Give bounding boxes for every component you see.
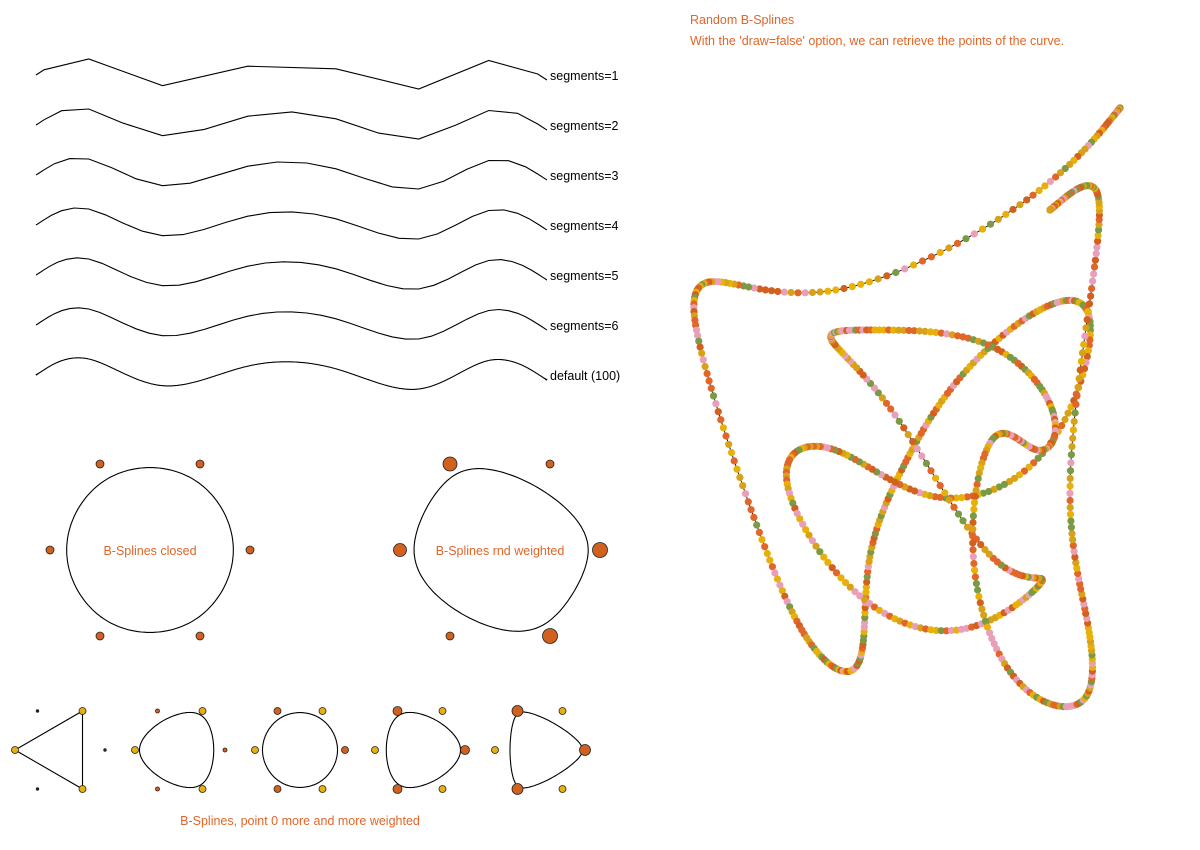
weighted-point-series [12,706,591,795]
random-spline-point [768,287,775,294]
random-spline-point [1058,422,1065,429]
random-spline-point [1065,410,1072,417]
random-spline-point [722,432,729,439]
random-spline-point [1068,524,1075,531]
random-spline-point [1067,467,1074,474]
random-spline-point [1067,497,1074,504]
weighted-example-point [492,747,499,754]
random-spline-point [758,536,765,543]
random-spline-point [710,392,717,399]
weighted-spline-label: B-Splines rnd weighted [435,544,565,558]
closed-control-point [246,546,254,554]
random-spline-point [959,517,966,524]
random-spline-point [697,344,704,351]
weighted-example-point [439,708,446,715]
segments-curve-1 [36,59,547,89]
random-splines-title: Random B-Splines [690,13,795,27]
weighted-control-point [446,632,454,640]
random-spline-point [1084,316,1091,323]
random-spline-point [970,506,977,513]
random-spline-point [950,504,957,511]
random-spline-point [1077,366,1084,373]
random-spline-point [802,289,809,296]
random-spline-point [866,278,873,285]
random-spline [690,104,1123,710]
random-spline-point [1093,250,1100,257]
segments-curve-7 [36,358,547,390]
random-spline-point [937,482,944,489]
closed-control-point [96,460,104,468]
random-spline-point [708,385,715,392]
random-spline-point [945,244,952,251]
segments-label-6: segments=6 [550,319,619,333]
weighted-example-point [461,746,470,755]
random-spline-point [928,253,935,260]
random-spline-point [969,519,976,526]
weighted-example-2 [132,708,228,793]
weighted-example-point [156,709,160,713]
random-spline-point [794,289,801,296]
random-spline-point [892,269,899,276]
random-spline-point [840,285,847,292]
random-spline-point [1073,392,1080,399]
weighted-example-point [79,786,86,793]
random-spline-point [1002,211,1009,218]
closed-spline-example [46,460,254,640]
random-spline-point [883,272,890,279]
random-spline-point [1029,192,1036,199]
segments-label-3: segments=3 [550,169,619,183]
random-spline-point [919,257,926,264]
random-spline-point [1067,475,1074,482]
random-spline-point [971,567,978,574]
segments-label-2: segments=2 [550,119,619,133]
random-spline-point [742,490,749,497]
weighted-example-point [36,710,39,713]
weighted-example-point [12,747,19,754]
segments-label-5: segments=5 [550,269,619,283]
random-spline-point [971,499,978,506]
random-spline-point [766,557,773,564]
random-spline-point [978,606,985,613]
weighted-example-point [580,745,591,756]
weighted-example-point [199,708,206,715]
random-spline-point [977,599,984,606]
random-spline-point [748,506,755,513]
random-spline-point [1089,278,1096,285]
random-spline-point [698,350,705,357]
random-spline-point [756,529,763,536]
random-spline-points [690,104,1123,710]
random-spline-point [1067,511,1074,518]
random-spline-point [1066,490,1073,497]
random-spline-point [715,408,722,415]
random-spline-point [1061,416,1068,423]
segments-curve-6 [36,308,547,339]
random-splines-subtitle: With the 'draw=false' option, we can retrieve the points of the curve. [690,34,1065,48]
random-spline-point [1069,536,1076,543]
random-spline-point [970,553,977,560]
random-spline-point [1075,384,1082,391]
random-spline-point [1081,333,1088,340]
segments-curve-4 [36,208,547,239]
segments-curve-3 [36,159,547,189]
random-spline-point [788,289,795,296]
random-spline-point [941,489,948,496]
weighted-example-point [132,747,139,754]
random-spline-point [1068,451,1075,458]
random-spline-point [969,526,976,533]
random-spline-point [700,356,707,363]
random-spline-point [914,445,921,452]
random-spline-point [1036,187,1043,194]
random-spline-point [901,265,908,272]
segment-curves [36,59,547,389]
random-spline-point [972,573,979,580]
weighted-example-point [512,706,523,717]
random-spline-point [970,512,977,519]
random-spline-point [706,377,713,384]
random-spline-point [1069,435,1076,442]
segments-curve-5 [36,258,547,289]
random-spline-point [702,363,709,370]
random-spline-point [817,288,824,295]
weighted-example-point [342,747,349,754]
weighted-example-point [223,748,227,752]
random-spline-point [761,543,768,550]
weighted-example-3 [252,708,349,793]
weighted-example-curve [510,712,583,788]
random-spline-point [1016,201,1023,208]
random-spline-point [995,216,1002,223]
random-spline-point [970,560,977,567]
random-spline-point [849,283,856,290]
weighted-example-point [252,747,259,754]
random-spline-point [1080,341,1087,348]
random-spline-point [969,546,976,553]
random-spline-point [891,411,898,418]
random-spline-point [1041,182,1048,189]
random-spline-point [972,493,979,500]
closed-control-point [96,632,104,640]
random-spline-point [909,438,916,445]
closed-control-point [46,546,54,554]
segments-curve-2 [36,109,547,139]
random-spline-point [857,281,864,288]
random-spline-point [725,441,732,448]
random-spline-point [1091,263,1098,270]
weighted-example-point [393,785,402,794]
weighted-example-point [559,708,566,715]
weighted-example-point [393,707,402,716]
random-spline-point [905,431,912,438]
random-spline-point [769,563,776,570]
weighted-example-curve [140,712,214,787]
random-spline-point [764,550,771,557]
random-spline-point [1009,206,1016,213]
random-spline-point [1090,270,1097,277]
random-spline-point [946,497,953,504]
weighted-example-point [156,787,160,791]
random-spline-point [720,424,727,431]
random-spline-point [781,289,788,296]
random-spline-point [1067,482,1074,489]
random-spline-point [896,418,903,425]
random-spline-point [918,452,925,459]
random-spline-point [1085,308,1092,315]
random-spline-point [739,482,746,489]
bottom-caption: B-Splines, point 0 more and more weighted [180,814,420,828]
random-spline-point [910,261,917,268]
weighted-example-curve [263,713,338,788]
random-spline-point [955,510,962,517]
random-spline-point [973,487,980,494]
segment-labels [550,69,620,383]
weighted-example-point [512,784,523,795]
weighted-example-point [319,708,326,715]
random-spline-point [1092,257,1099,264]
random-spline-point [774,288,781,295]
random-spline-point [736,474,743,481]
random-spline-point [975,593,982,600]
weighted-example-curve [386,712,460,787]
random-spline-point [750,514,757,521]
random-spline-point [927,467,934,474]
random-spline-point [973,580,980,587]
closed-control-point [196,460,204,468]
random-spline-point [1076,375,1083,382]
random-spline-point [875,275,882,282]
weighted-example-point [199,786,206,793]
random-spline-point [1078,358,1085,365]
random-spline-point [753,521,760,528]
random-spline-point [971,230,978,237]
weighted-example-point [274,708,281,715]
random-spline-point [731,457,738,464]
random-spline-point [809,289,816,296]
random-spline-point [1072,401,1079,408]
random-spline-point [1093,244,1100,251]
random-spline-point [969,539,976,546]
weighted-example-point [372,747,379,754]
random-spline-point [1070,426,1077,433]
weighted-spline-example [394,457,608,644]
random-spline-point [824,288,831,295]
weighted-example-1 [12,708,107,793]
random-spline-point [1046,206,1053,213]
random-spline-point [987,221,994,228]
random-spline-point [704,370,711,377]
weighted-example-point [559,786,566,793]
random-spline-point [1072,409,1079,416]
random-spline-point [979,226,986,233]
weighted-example-point [274,786,281,793]
weighted-control-point [543,629,558,644]
random-spline-point [969,533,976,540]
random-spline-point [1067,517,1074,524]
random-spline-curve [694,108,1120,707]
segments-label-7: default (100) [550,369,621,383]
weighted-control-point [546,460,554,468]
random-spline-point [1079,349,1086,356]
random-spline-point [733,466,740,473]
weighted-example-point [36,788,39,791]
weighted-control-point [443,457,457,471]
weighted-example-4 [372,707,470,794]
random-spline-point [1067,504,1074,511]
random-spline-point [962,235,969,242]
random-spline-point [745,498,752,505]
random-spline-point [1068,530,1075,537]
weighted-example-point [104,749,107,752]
weighted-example-5 [492,706,591,795]
closed-control-point [196,632,204,640]
random-spline-point [1068,443,1075,450]
random-spline-point [954,240,961,247]
random-spline-point [932,475,939,482]
random-spline-point [1087,293,1094,300]
random-spline-point [717,416,724,423]
random-spline-point [728,449,735,456]
random-spline-point [1088,285,1095,292]
segments-label-1: segments=1 [550,69,619,83]
weighted-control-point [394,544,407,557]
random-spline-point [900,424,907,431]
random-spline-point [1071,418,1078,425]
weighted-example-curve [15,711,83,789]
random-spline-point [1086,300,1093,307]
random-spline-point [1082,324,1089,331]
random-spline-point [1067,459,1074,466]
weighted-example-point [79,708,86,715]
weighted-control-point [593,543,608,558]
random-spline-point [832,286,839,293]
random-spline-point [974,586,981,593]
closed-spline-label: B-Splines closed [103,544,197,558]
segments-label-4: segments=4 [550,219,619,233]
weighted-example-point [439,786,446,793]
weighted-example-point [319,786,326,793]
random-spline-point [712,400,719,407]
random-spline-point [937,249,944,256]
random-spline-point [923,460,930,467]
random-spline-point [1023,196,1030,203]
